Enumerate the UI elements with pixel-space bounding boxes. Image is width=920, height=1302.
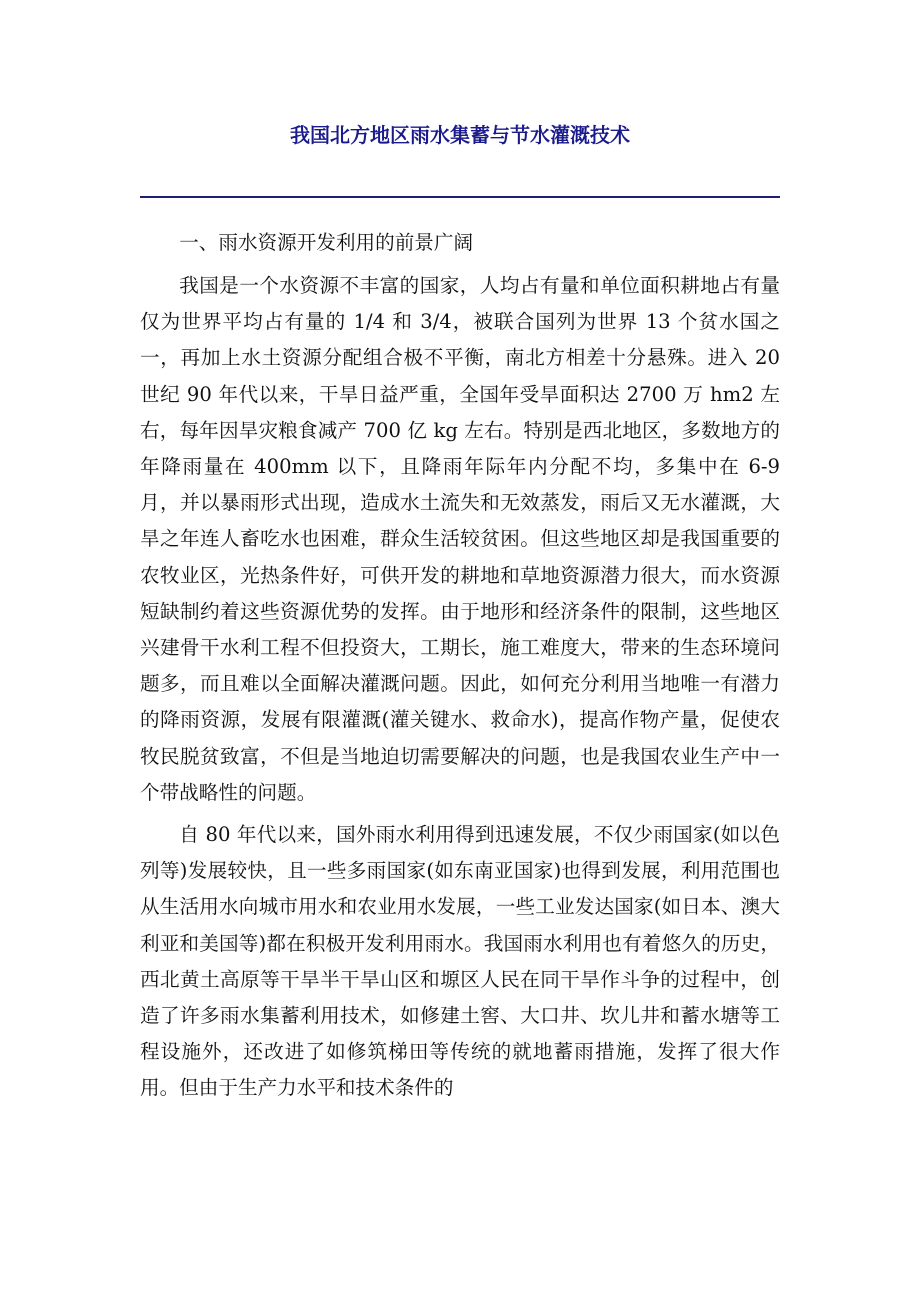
paragraph-2: 自 80 年代以来，国外雨水利用得到迅速发展，不仅少雨国家(如以色列等)发展较快，且一些多雨国家(如东南亚国家)也得到发展，利用范围也从生活用水向城市用水和农业用水发展，一些工业发达国家(如日本、澳大利亚和美国等)都在积极开发利用雨水。我国雨水利用也有着悠久的历史，西北黄土高原等干旱半干旱山区和塬区人民在同干旱作斗争的过程中，创造了许多雨水集蓄利用技术，如修建土窖、大口井、坎儿井和蓄水塘等工程设施外，还改进了如修筑梯田等传统的就地蓄雨措施，发挥了很大作用。但由于生产力水平和技术条件的 bbox=[140, 823, 780, 1100]
document-title: 我国北方地区雨水集蓄与节水灌溉技术 bbox=[290, 123, 630, 147]
paragraph-1: 我国是一个水资源不丰富的国家，人均占有量和单位面积耕地占有量仅为世界平均占有量的 1/4 和 3/4，被联合国列为世界 13 个贫水国之一，再加上水土资源分配组合极不平衡，南北方相差十分悬殊。进入 20 世纪 90 年代以来，干旱日益严重，全国年受旱面积达 2700 万 hm2 左右，每年因旱灾粮食减产 700 亿 kg 左右。特别是西北地区，多数地方的年降雨量在 400mm 以下，且降雨年际年内分配不均，多集中在 6-9 月，并以暴雨形式出现，造成水土流失和无效蒸发，雨后又无水灌溉，大旱之年连人畜吃水也困难，群众生活较贫困。但这些地区却是我国重要的农牧业区，光热条件好，可供开发的耕地和草地资源潜力很大，而水资源短缺制约着这些资源优势的发挥。由于地形和经济条件的限制，这些地区兴建骨干水利工程不但投资大，工期长，施工难度大，带来的生态环境问题多，而且难以全面解决灌溉问题。因此，如何充分利用当地唯一有潜力的降雨资源，发展有限灌溉(灌关键水、救命水)，提高作物产量，促使农牧民脱贫致富，不但是当地迫切需要解决的问题，也是我国农业生产中一个带战略性的问题。 bbox=[140, 274, 780, 804]
title-divider bbox=[140, 196, 780, 198]
section-heading: 一、雨水资源开发利用的前景广阔 bbox=[179, 231, 474, 254]
document-body bbox=[140, 224, 780, 1113]
